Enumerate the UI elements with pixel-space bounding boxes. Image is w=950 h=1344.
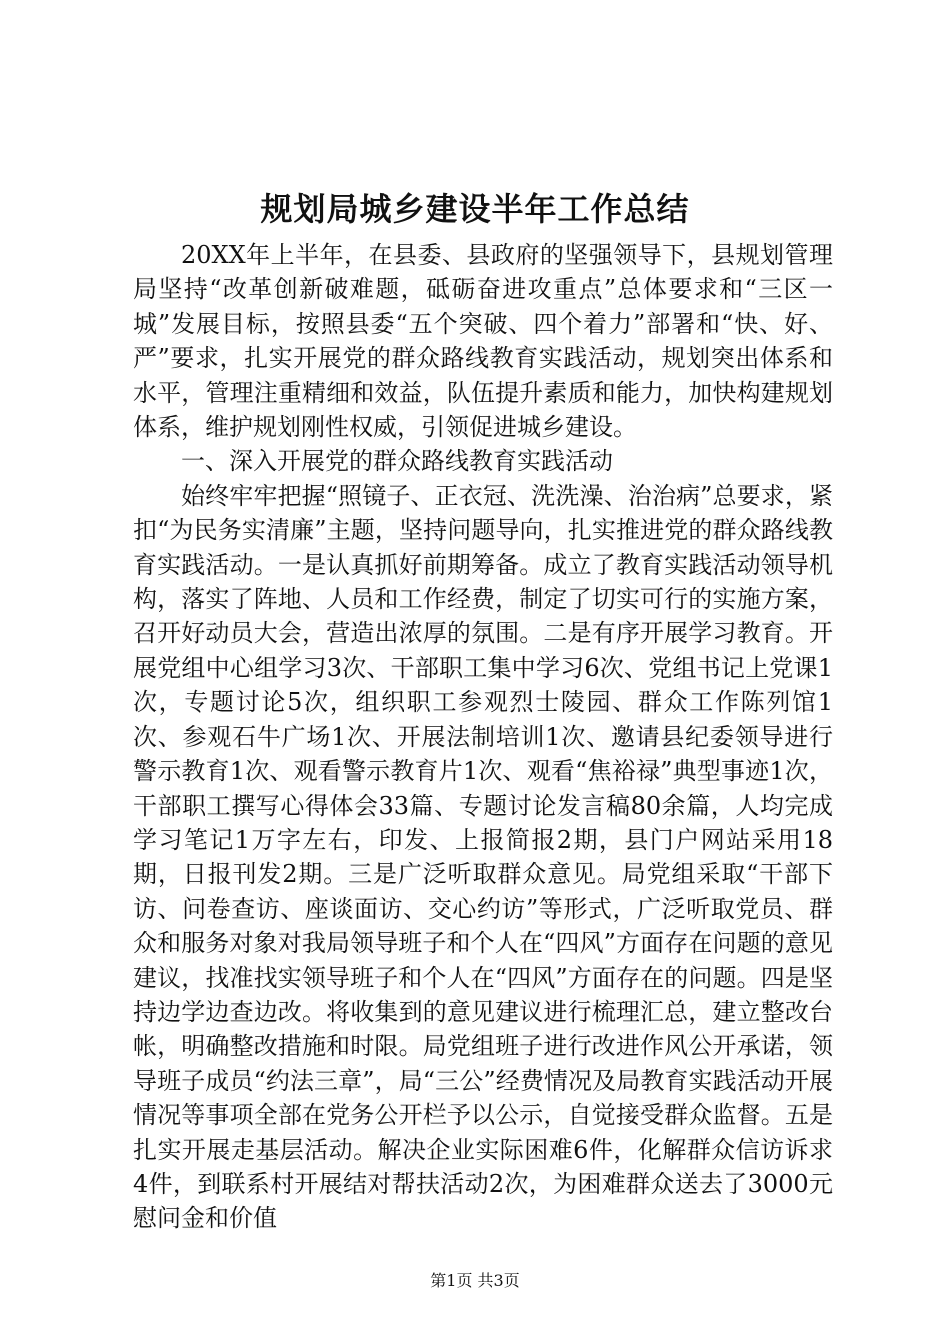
intro-paragraph: 20XX年上半年，在县委、县政府的坚强领导下，县规划管理局坚持“改革创新破难题，砥砺奋进攻重点”总体要求和“三区一城”发展目标，按照县委“五个突破、四个着力”部署和“快、好、严”要求，扎实开展党的群众路线教育实践活动，规划突出体系和水平，管理注重精细和效益，队伍提升素质和能力，加快构建规划体系，维护规划刚性权威，引领促进城乡建设。 bbox=[133, 241, 833, 442]
section-heading: 一、深入开展党的群众路线教育实践活动 bbox=[181, 447, 613, 476]
document-title: 规划局城乡建设半年工作总结 bbox=[260, 190, 690, 228]
document-body bbox=[133, 238, 833, 1236]
page-number: 第1页 共3页 bbox=[430, 1271, 520, 1290]
section-paragraph: 始终牢牢把握“照镜子、正衣冠、洗洗澡、治治病”总要求，紧扣“为民务实清廉”主题，坚持问题导向，扎实推进党的群众路线教育实践活动。一是认真抓好前期筹备。成立了教育实践活动领导机构，落实了阵地、人员和工作经费，制定了切实可行的实施方案，召开好动员大会，营造出浓厚的氛围。二是有序开展学习教育。开展党组中心组学习3次、干部职工集中学习6次、党组书记上党课1次，专题讨论5次，组织职工参观烈士陵园、群众工作陈列馆1次、参观石牛广场1次、开展法制培训1次、邀请县纪委领导进行警示教育1次、观看警示教育片1次、观看“焦裕禄”典型事迹1次，干部职工撰写心得体会33篇、专题讨论发言稿80余篇，人均完成学习笔记1万字左右，印发、上报简报2期，县门户网站采用18期，日报刊发2期。三是广泛听取群众意见。局党组采取“干部下访、问卷查访、座谈面访、交心约访”等形式，广泛听取党员、群众和服务对象对我局领导班子和个人在“四风”方面存在问题的意见建议，找准找实领导班子和个人在“四风”方面存在的问题。四是坚持边学边查边改。将收集到的意见建议进行梳理汇总，建立整改台帐，明确整改措施和时限。局党组班子进行改进作风公开承诺，领导班子成员“约法三章”，局“三公”经费情况及局教育实践活动开展情况等事项全部在党务公开栏予以公示，自觉接受群众监督。五是扎实开展走基层活动。解决企业实际困难6件，化解群众信访诉求4件，到联系村开展结对帮扶活动2次，为困难群众送去了3000元慰问金和价值 bbox=[133, 481, 833, 1233]
